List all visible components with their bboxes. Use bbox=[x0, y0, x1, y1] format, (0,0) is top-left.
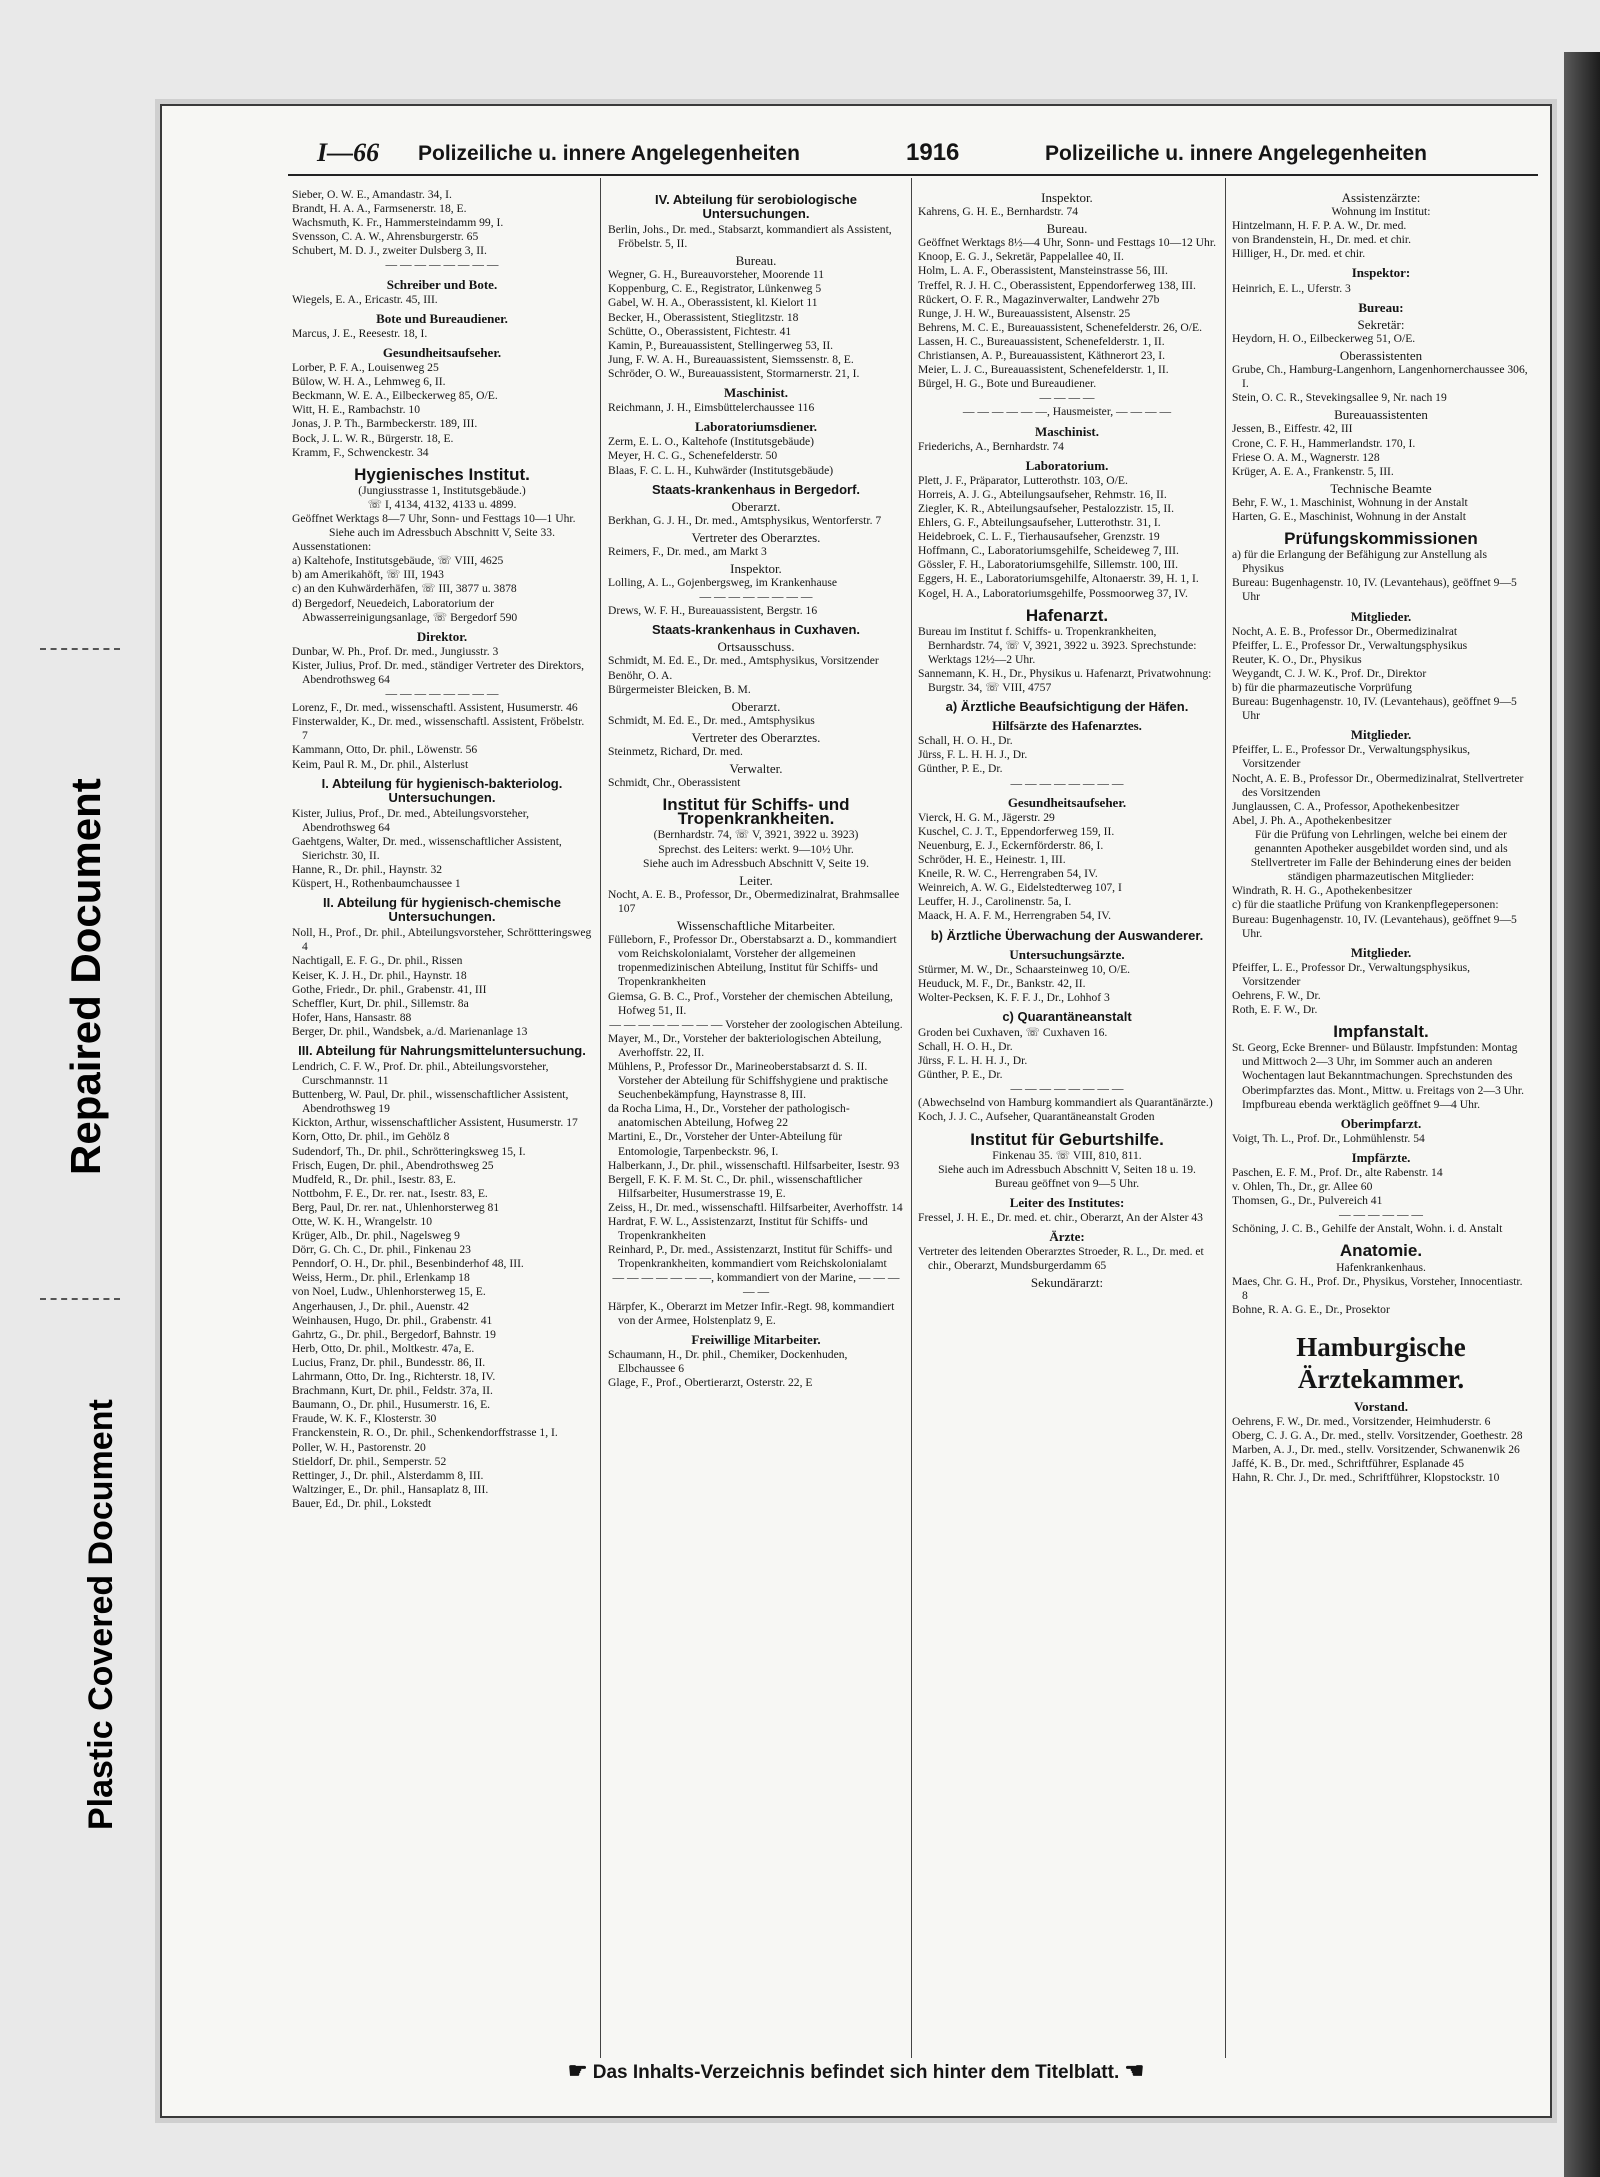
directory-entry: Kister, Julius, Prof. Dr. med., ständiger Vertreter des Direktors, Abendrothsweg 64 bbox=[292, 658, 585, 686]
section-heading: Ärzte: bbox=[1049, 1229, 1085, 1245]
directory-entry: Kister, Julius, Prof., Dr. med., Abteilungsvorsteher, Abendrothsweg 64 bbox=[292, 806, 530, 834]
directory-entry: Sieber, O. W. E., Amandastr. 34, I. bbox=[292, 188, 452, 201]
directory-entry: Stieldorf, Dr. phil., Semperstr. 52 bbox=[292, 1454, 447, 1468]
directory-entry: Bureau: Bugenhagenstr. 10, IV. (Levantehaus), geöffnet 9—5 Uhr bbox=[1232, 695, 1517, 723]
directory-entry: Bureau: Bugenhagenstr. 10, IV. (Levantehaus), geöffnet 9—5 Uhr. bbox=[1232, 912, 1517, 940]
department-heading: II. Abteilung für hygienisch-chemische Untersuchungen. bbox=[323, 895, 561, 925]
directory-entry: Schmidt, Chr., Oberassistent bbox=[608, 776, 741, 790]
directory-entry: Stein, O. C. R., Stevekingsallee 9, Nr. nach 19 bbox=[1232, 391, 1447, 405]
directory-entry: Beckmann, W. E. A., Eilbeckerweg 85, O/E. bbox=[292, 389, 498, 403]
directory-entry: Paschen, E. F. M., Prof. Dr., alte Rabenstr. 14 bbox=[1232, 1166, 1443, 1179]
subsection-heading: Verwalter. bbox=[729, 761, 783, 777]
column-2 bbox=[608, 188, 904, 1390]
directory-entry: Blaas, F. C. L. H., Kuhwärder (Institutsgebäude) bbox=[608, 463, 834, 477]
centered-note: — — — — — — bbox=[1338, 1208, 1424, 1222]
directory-entry: Hintzelmann, H. F. P. A. W., Dr. med. bbox=[1232, 219, 1407, 233]
directory-entry: Abel, J. Ph. A., Apothekenbesitzer bbox=[1232, 813, 1392, 827]
directory-entry: Holm, L. A. F., Oberassistent, Mansteinstrasse 56, III. bbox=[918, 264, 1168, 278]
department-heading: III. Abteilung für Nahrungsmitteluntersuchung. bbox=[298, 1042, 586, 1058]
centered-note: — — — — — —, Hausmeister, — — — — bbox=[962, 405, 1172, 419]
directory-entry: Sannemann, K. H., Dr., Physikus u. Hafenarzt, Privatwohnung: Burgstr. 34, ☏ VIII, 4757 bbox=[918, 667, 1212, 695]
section-heading: Untersuchungsärzte. bbox=[1009, 946, 1125, 962]
institution-title: Impfanstalt. bbox=[1333, 1022, 1429, 1042]
directory-entry: Schubert, M. D. J., zweiter Dulsberg 3, II. bbox=[292, 244, 487, 258]
directory-entry: Schröder, O. W., Bureauassistent, Stormarnerstr. 21, I. bbox=[608, 366, 860, 380]
subsection-heading: Leiter. bbox=[739, 872, 773, 888]
directory-entry: Behrens, M. C. E., Bureauassistent, Schenefelderstr. 26, O/E. bbox=[918, 320, 1202, 334]
centered-note: (Jungiusstrasse 1, Institutsgebäude.) bbox=[358, 483, 526, 497]
directory-entry: Wolter-Pecksen, K. F. F. J., Dr., Lohhof 3 bbox=[918, 990, 1110, 1004]
section-heading: Inspektor: bbox=[1351, 265, 1411, 281]
column-rule bbox=[911, 178, 912, 2058]
centered-note: — — — — — — —, kommandiert von der Marine, — — — — — bbox=[612, 1271, 900, 1299]
directory-entry: Keim, Paul R. M., Dr. phil., Alsterlust bbox=[292, 757, 469, 771]
directory-entry: Grube, Ch., Hamburg-Langenhorn, Langenhornerchaussee 306, I. bbox=[1232, 363, 1528, 391]
cut-mark bbox=[40, 1298, 120, 1300]
directory-entry: Geöffnet Werktags 8½—4 Uhr, Sonn- und Festtags 10—12 Uhr. bbox=[918, 236, 1216, 250]
directory-entry: Junglaussen, C. A., Professor, Apothekenbesitzer bbox=[1232, 799, 1460, 813]
section-heading: Impfärzte. bbox=[1351, 1149, 1411, 1165]
directory-entry: Jonas, J. P. Th., Barmbeckerstr. 189, III. bbox=[292, 417, 478, 431]
directory-entry: Nocht, A. E. B., Professor Dr., Obermedizinalrat, Stellvertreter des Vorsitzenden bbox=[1232, 771, 1524, 799]
centered-note: — — — — — — — — bbox=[699, 590, 813, 604]
directory-entry: Kamin, P., Bureauassistent, Stellingerweg 53, II. bbox=[608, 338, 834, 352]
directory-entry: Voigt, Th. L., Prof. Dr., Lohmühlenstr. 54 bbox=[1232, 1131, 1425, 1145]
directory-entry: Fraude, W. K. F., Klosterstr. 30 bbox=[292, 1412, 437, 1426]
directory-entry: Svensson, C. A. W., Ahrensburgerstr. 65 bbox=[292, 230, 479, 244]
institution-title: Anatomie. bbox=[1339, 1241, 1423, 1261]
directory-entry: Bauer, Ed., Dr. phil., Lokstedt bbox=[292, 1496, 432, 1510]
centered-note: (Bernhardstr. 74, ☏ V, 3921, 3922 u. 3923) bbox=[653, 828, 859, 842]
subsection-heading: Wissenschaftliche Mitarbeiter. bbox=[676, 918, 836, 934]
directory-entry: Hoffmann, C., Laboratoriumsgehilfe, Scheideweg 7, III. bbox=[918, 544, 1179, 558]
directory-entry: Finsterwalder, K., Dr. med., wissenschaftl. Assistent, Fröbelstr. 7 bbox=[292, 715, 585, 743]
directory-entry: Keiser, K. J. H., Dr. phil., Haynstr. 18 bbox=[292, 968, 467, 982]
institution-title: Institut für Schiffs- und Tropenkrankheiten. bbox=[662, 795, 850, 829]
directory-entry: Rückert, O. F. R., Magazinverwalter, Landwehr 27b bbox=[918, 292, 1160, 306]
directory-entry: Jessen, B., Eiffestr. 42, III bbox=[1232, 422, 1353, 436]
directory-entry: Bürgermeister Bleicken, B. M. bbox=[608, 682, 751, 696]
centered-note: Für die Prüfung von Lehrlingen, welche bei einem der genannten Apotheker ausgebildet worden sind, und als Stellvertreter im Falle der Behinderung eines der beiden ständigen pharmazeutischen Mitglieder: bbox=[1250, 827, 1512, 884]
directory-entry: Schmidt, M. Ed. E., Dr. med., Amtsphysikus bbox=[608, 713, 815, 727]
directory-entry: Gaehtgens, Walter, Dr. med., wissenschaftlicher Assistent, Sierichstr. 30, II. bbox=[292, 834, 562, 862]
directory-entry: Bock, J. L. W. R., Bürgerstr. 18, E. bbox=[292, 431, 454, 445]
directory-entry: Leuffer, H. J., Carolinenstr. 5a, I. bbox=[918, 895, 1072, 909]
directory-entry: Küspert, H., Rothenbaumchaussee 1 bbox=[292, 877, 461, 891]
document-page bbox=[160, 104, 1552, 2118]
directory-entry: Christiansen, A. P., Bureauassistent, Käthnerort 23, I. bbox=[918, 349, 1165, 363]
directory-entry: Heidebroek, C. L. F., Tierhausaufseher, Grenzstr. 19 bbox=[918, 530, 1160, 544]
directory-entry: Windrath, R. H. G., Apothekenbesitzer bbox=[1232, 884, 1413, 898]
directory-entry: Eggers, H. E., Laboratoriumsgehilfe, Altonaerstr. 39, H. 1, I. bbox=[918, 572, 1199, 586]
centered-note: — — — — — — — — bbox=[385, 258, 499, 272]
directory-entry: Geöffnet Werktags 8—7 Uhr, Sonn- und Festtags 10—1 Uhr. bbox=[292, 511, 576, 525]
directory-entry: Buttenberg, W. Paul, Dr. phil., wissenschaftlicher Assistent, Abendrothsweg 19 bbox=[292, 1088, 569, 1116]
section-heading: Laboratorium. bbox=[1025, 457, 1109, 473]
subsection-heading: Vertreter des Oberarztes. bbox=[691, 529, 821, 545]
directory-entry: Kramm, F., Schwenckestr. 34 bbox=[292, 445, 429, 459]
pointing-hand-icon: ☛ bbox=[567, 2058, 588, 2083]
directory-entry: Weygandt, C. J. W. K., Prof. Dr., Direktor bbox=[1232, 666, 1427, 680]
directory-entry: Wachsmuth, K. Fr., Hammersteindamm 99, I. bbox=[292, 216, 504, 230]
directory-entry: Franckenstein, R. O., Dr. phil., Schenkendorffstrasse 1, I. bbox=[292, 1426, 558, 1440]
directory-entry: (Abwechselnd von Hamburg kommandiert als Quarantänärzte.) bbox=[918, 1096, 1213, 1110]
section-heading: Bureau: bbox=[1358, 299, 1404, 315]
directory-entry: Angerhausen, J., Dr. phil., Auenstr. 42 bbox=[292, 1299, 470, 1313]
header-rule bbox=[288, 174, 1538, 176]
directory-entry: Zerm, E. L. O., Kaltehofe (Institutsgebäude) bbox=[608, 435, 815, 449]
centered-note: — — — — — — — — bbox=[385, 687, 499, 701]
directory-entry: Martini, E., Dr., Vorsteher der Unter-Abteilung für Entomologie, Tarpenbeckstr. 96, I. bbox=[608, 1130, 843, 1158]
centered-note: Finkenau 35. ☏ VIII, 810, 811. bbox=[992, 1148, 1142, 1162]
directory-entry: Heydorn, H. O., Eilbeckerweg 51, O/E. bbox=[1232, 331, 1416, 345]
directory-entry: Vertreter des leitenden Oberarztes Stroeder, R. L., Dr. med. et chir., Oberarzt, Mundsburgerdamm 65 bbox=[918, 1245, 1204, 1273]
directory-entry: d) Bergedorf, Neuedeich, Laboratorium der Abwasserreinigungsanlage, ☏ Bergedorf 590 bbox=[292, 596, 518, 624]
centered-note: Siehe auch im Adressbuch Abschnitt V, Seite 33. bbox=[329, 526, 555, 540]
directory-entry: Drews, W. F. H., Bureauassistent, Bergstr. 16 bbox=[608, 604, 818, 618]
directory-entry: Aussenstationen: bbox=[292, 540, 372, 554]
directory-entry: Bureau im Institut f. Schiffs- u. Tropenkrankheiten, Bernhardstr. 74, ☏ V, 3921, 3922 u. 3923. Sprechstunde: Werktags 12½—2 Uhr. bbox=[918, 624, 1197, 666]
directory-entry: Kahrens, G. H. E., Bernhardstr. 74 bbox=[918, 205, 1079, 219]
directory-entry: Mühlens, P., Professor Dr., Marineoberstabsarzt d. S. II. Vorsteher der Abteilung für Schiffshygiene und praktische Seuchenbekämpfung, Haynstrasse 8, III. bbox=[608, 1059, 889, 1102]
directory-entry: Plett, J. F., Präparator, Lutterothstr. 103, O/E. bbox=[918, 473, 1128, 487]
directory-entry: Lorber, P. F. A., Louisenweg 25 bbox=[292, 361, 439, 375]
directory-entry: Ziegler, K. R., Abteilungsaufseher, Pestalozzistr. 15, II. bbox=[918, 501, 1175, 515]
cut-mark bbox=[40, 648, 120, 650]
directory-entry: b) für die pharmazeutische Vorprüfung bbox=[1232, 681, 1412, 694]
section-heading: Hilfsärzte des Hafenarztes. bbox=[992, 718, 1142, 734]
directory-entry: Weinhausen, Hugo, Dr. phil., Grabenstr. 41 bbox=[292, 1313, 493, 1327]
department-heading: Staats-krankenhaus in Bergedorf. bbox=[651, 481, 861, 497]
directory-entry: Schaumann, H., Dr. phil., Chemiker, Dockenhuden, Elbchaussee 6 bbox=[608, 1347, 848, 1375]
section-heading: Vorstand. bbox=[1353, 1398, 1409, 1414]
directory-entry: Berkhan, G. J. H., Dr. med., Amtsphysikus, Wentorferstr. 7 bbox=[608, 513, 882, 527]
directory-entry: Harten, G. E., Maschinist, Wohnung in der Anstalt bbox=[1232, 509, 1466, 523]
department-heading: a) Ärztliche Beaufsichtigung der Häfen. bbox=[945, 699, 1189, 715]
directory-entry: Baumann, O., Dr. phil., Husumerstr. 16, E. bbox=[292, 1398, 491, 1412]
directory-entry: Benöhr, O. A. bbox=[608, 668, 673, 682]
directory-entry: Korn, Otto, Dr. phil., im Gehölz 8 bbox=[292, 1130, 450, 1144]
directory-entry: Noll, H., Prof., Dr. phil., Abteilungsvorsteher, Schröttteringsweg 4 bbox=[292, 926, 592, 954]
directory-entry: Schöning, J. C. B., Gehilfe der Anstalt, Wohn. i. d. Anstalt bbox=[1232, 1222, 1503, 1236]
directory-entry: Marcus, J. E., Reesestr. 18, I. bbox=[292, 326, 428, 340]
subsection-heading: Inspektor. bbox=[730, 560, 782, 576]
section-heading: Gesundheitsaufseher. bbox=[382, 344, 502, 360]
directory-entry: Marben, A. J., Dr. med., stellv. Vorsitzender, Schwanenwik 26 bbox=[1232, 1443, 1520, 1457]
directory-entry: Glage, F., Prof., Obertierarzt, Osterstr. 22, E bbox=[608, 1376, 813, 1390]
directory-entry: Jürss, F. L. H. H. J., Dr. bbox=[918, 748, 1028, 762]
directory-entry: Schröder, H. E., Heinestr. 1, III. bbox=[918, 853, 1066, 867]
directory-entry: Pfeiffer, L. E., Professor Dr., Verwaltungsphysikus, Vorsitzender bbox=[1232, 743, 1471, 771]
directory-entry: Hardrat, F. W. L., Assistenzarzt, Institut für Schiffs- und Tropenkrankheiten bbox=[608, 1215, 868, 1243]
column-3 bbox=[918, 188, 1216, 1290]
directory-entry: Jürss, F. L. H. H. J., Dr. bbox=[918, 1054, 1028, 1068]
page-number: I—66 bbox=[317, 138, 380, 167]
directory-entry: Ehlers, G. F., Abteilungsaufseher, Lutterothstr. 31, I. bbox=[918, 516, 1161, 530]
subsection-heading: Ortsausschuss. bbox=[717, 639, 795, 655]
directory-entry: Günther, P. E., Dr. bbox=[918, 762, 1003, 776]
directory-entry: Berlin, Johs., Dr. med., Stabsarzt, kommandiert als Assistent, Fröbelstr. 5, II. bbox=[608, 223, 892, 251]
directory-entry: Härpfer, K., Oberarzt im Metzer Infir.-Regt. 98, kommandiert von der Armee, Holstenplatz 9, E. bbox=[608, 1299, 895, 1327]
directory-entry: Schütte, O., Oberassistent, Fichtestr. 41 bbox=[608, 324, 792, 338]
centered-note: — — — — — — — — bbox=[1010, 1082, 1124, 1096]
centered-note: Sprechst. des Leiters: werkt. 9—10½ Uhr. bbox=[658, 842, 854, 856]
directory-entry: Kuschel, C. J. T., Eppendorferweg 159, II. bbox=[918, 824, 1115, 838]
section-heading: Oberimpfarzt. bbox=[1340, 1115, 1422, 1131]
directory-entry: Kickton, Arthur, wissenschaftlicher Assistent, Husumerstr. 17 bbox=[292, 1116, 578, 1130]
directory-entry: Friederichs, A., Bernhardstr. 74 bbox=[918, 439, 1064, 453]
subsection-heading: Oberarzt. bbox=[731, 498, 781, 514]
subsection-heading: Bureau. bbox=[1046, 221, 1088, 237]
section-heading: Maschinist. bbox=[724, 385, 788, 401]
directory-entry: Thomsen, G., Dr., Pulvereich 41 bbox=[1232, 1194, 1383, 1208]
directory-entry: Heinrich, E. L., Uferstr. 3 bbox=[1232, 281, 1351, 295]
directory-entry: Bohne, R. A. G. E., Dr., Prosektor bbox=[1232, 1302, 1390, 1316]
subsection-heading: Bureau. bbox=[735, 253, 777, 269]
directory-entry: Friese O. A. M., Wagnerstr. 128 bbox=[1232, 450, 1380, 464]
subsection-heading: Oberassistenten bbox=[1339, 347, 1423, 363]
directory-entry: da Rocha Lima, H., Dr., Vorsteher der pathologisch-anatomischen Abteilung, Hofweg 22 bbox=[608, 1102, 850, 1130]
column-1 bbox=[292, 188, 592, 1511]
directory-entry: c) für die staatliche Prüfung von Krankenpflegepersonen: bbox=[1232, 898, 1499, 912]
directory-entry: Herb, Otto, Dr. phil., Moltkestr. 47a, E. bbox=[292, 1341, 475, 1355]
directory-entry: von Brandenstein, H., Dr. med. et chir. bbox=[1232, 233, 1412, 247]
institution-title: Hafenarzt. bbox=[1025, 605, 1109, 625]
directory-entry: Reimers, F., Dr. med., am Markt 3 bbox=[608, 544, 767, 558]
directory-entry: Gahrtz, G., Dr. phil., Bergedorf, Bahnstr. 19 bbox=[292, 1327, 496, 1341]
directory-entry: Günther, P. E., Dr. bbox=[918, 1068, 1003, 1082]
directory-entry: Kogel, H. A., Laboratoriumsgehilfe, Possmoorweg 37, IV. bbox=[918, 586, 1188, 600]
directory-entry: Dörr, G. Ch. C., Dr. phil., Finkenau 23 bbox=[292, 1243, 471, 1257]
directory-entry: Halberkann, J., Dr. phil., wissenschaftl. Hilfsarbeiter, Isestr. 93 bbox=[608, 1158, 900, 1172]
directory-entry: Nachtigall, E. F. G., Dr. phil., Rissen bbox=[292, 954, 463, 968]
directory-entry: Jung, F. W. A. H., Bureauassistent, Siemssenstr. 8, E. bbox=[608, 352, 854, 366]
directory-entry: Koch, J. J. C., Aufseher, Quarantäneanstalt Groden bbox=[918, 1110, 1155, 1124]
directory-entry: Rettinger, J., Dr. phil., Alsterdamm 8, III. bbox=[292, 1468, 484, 1482]
directory-entry: St. Georg, Ecke Brenner- und Bülaustr. Impfstunden: Montag und Mittwoch 2—3 Uhr, im Sommer auch an anderen Wochentagen laut Bekanntmachungen. Sprechstunden des Oberimpfarztes das. Mont., Mittw. u. Freitags von 2—3 Uhr. Impfbureau ebenda werktäglich geöffnet 9—4 Uhr. bbox=[1232, 1041, 1524, 1111]
directory-entry: Giemsa, G. B. C., Prof., Vorsteher der chemischen Abteilung, Hofweg 51, II. bbox=[608, 989, 893, 1017]
centered-note: — — — — — — — — Vorsteher der zoologischen Abteilung. bbox=[609, 1017, 903, 1031]
centered-note: — — — — bbox=[1039, 391, 1095, 405]
section-heading: Mitglieder. bbox=[1350, 944, 1412, 960]
directory-entry: Schmidt, M. Ed. E., Dr. med., Amtsphysikus, Vorsitzender bbox=[608, 654, 879, 668]
centered-note: ☏ I, 4134, 4132, 4133 u. 4899. bbox=[367, 497, 517, 511]
directory-entry: Otte, W. K. H., Wrangelstr. 10 bbox=[292, 1215, 433, 1228]
scanner-edge bbox=[1564, 52, 1600, 2177]
directory-entry: Fressel, J. H. E., Dr. med. et. chir., Oberarzt, An der Alster 43 bbox=[918, 1211, 1203, 1224]
directory-entry: a) Kaltehofe, Institutsgebäude, ☏ VIII, 4625 bbox=[292, 554, 504, 568]
section-heading: Direktor. bbox=[416, 628, 468, 644]
directory-entry: Mudfeld, R., Dr. phil., Isestr. 83, E. bbox=[292, 1172, 456, 1186]
centered-note: — — — — — — — — bbox=[1010, 776, 1124, 790]
directory-entry: Krüger, A. E. A., Frankenstr. 5, III. bbox=[1232, 464, 1394, 478]
centered-note: Siehe auch im Adressbuch Abschnitt V, Seite 19. bbox=[643, 856, 869, 870]
directory-entry: von Noel, Ludw., Uhlenhorsterweg 15, E. bbox=[292, 1285, 486, 1299]
directory-entry: Roth, E. F. W., Dr. bbox=[1232, 1003, 1318, 1017]
directory-entry: Dunbar, W. Ph., Prof. Dr. med., Jungiusstr. 3 bbox=[292, 644, 499, 658]
header-left-title: Polizeiliche u. innere Angelegenheiten bbox=[418, 142, 800, 165]
directory-entry: Lucius, Franz, Dr. phil., Bundesstr. 86, II. bbox=[292, 1355, 486, 1369]
directory-entry: Weiss, Herm., Dr. phil., Erlenkamp 18 bbox=[292, 1271, 470, 1285]
institution-title: Prüfungskommissionen bbox=[1284, 529, 1478, 549]
header-right-title: Polizeiliche u. innere Angelegenheiten bbox=[1045, 142, 1427, 165]
directory-entry: Koppenburg, C. E., Registrator, Lünkenweg 5 bbox=[608, 282, 822, 296]
subsection-heading: Oberarzt. bbox=[731, 698, 781, 714]
institution-title: Hygienisches Institut. bbox=[354, 464, 530, 484]
section-heading: Freiwillige Mitarbeiter. bbox=[691, 1331, 821, 1347]
directory-entry: Knoop, E. G. J., Sekretär, Pappelallee 40, II. bbox=[918, 250, 1124, 264]
directory-entry: Jaffé, K. B., Dr. med., Schriftführer, Esplanade 45 bbox=[1232, 1457, 1465, 1471]
directory-entry: Nocht, A. E. B., Professor, Dr., Obermedizinalrat, Brahmsallee 107 bbox=[608, 887, 900, 915]
directory-entry: Gothe, Friedr., Dr. phil., Grabenstr. 41, III bbox=[292, 982, 487, 996]
directory-entry: Oberg, C. J. G. A., Dr. med., stellv. Vorsitzender, Goethestr. 28 bbox=[1232, 1429, 1523, 1443]
column-rule bbox=[1225, 178, 1226, 2058]
subsection-heading: Inspektor. bbox=[1041, 190, 1093, 205]
directory-entry: Scheffler, Kurt, Dr. phil., Sillemstr. 8a bbox=[292, 996, 469, 1010]
directory-entry: Kneile, R. W. C., Herrengraben 54, IV. bbox=[918, 867, 1098, 881]
institution-title: Institut für Geburtshilfe. bbox=[970, 1129, 1164, 1149]
directory-entry: a) für die Erlangung der Befähigung zur Anstellung als Physikus bbox=[1232, 548, 1487, 576]
directory-entry: Becker, H., Oberassistent, Stieglitzstr. 18 bbox=[608, 310, 799, 324]
directory-entry: Lolling, A. L., Gojenbergsweg, im Krankenhause bbox=[608, 576, 838, 590]
header-year: 1916 bbox=[906, 139, 960, 166]
section-heading: Gesundheitsaufseher. bbox=[1007, 794, 1127, 810]
subsection-heading: Sekretär: bbox=[1357, 316, 1405, 332]
directory-entry: Waltzinger, E., Dr. phil., Hansaplatz 8, III. bbox=[292, 1482, 489, 1496]
directory-entry: Lorenz, F., Dr. med., wissenschaftl. Assistent, Husumerstr. 46 bbox=[292, 701, 578, 715]
directory-entry: Bülow, W. H. A., Lehmweg 6, II. bbox=[292, 375, 446, 389]
footer-text: Das Inhalts-Verzeichnis befindet sich hinter dem Titelblatt. bbox=[592, 2062, 1120, 2083]
column-rule bbox=[600, 178, 601, 2058]
directory-entry: Steinmetz, Richard, Dr. med. bbox=[608, 745, 743, 758]
directory-entry: Bergell, F. K. F. M. St. C., Dr. phil., wissenschaftlicher Hilfsarbeiter, Husumerstrasse 19, E. bbox=[608, 1172, 863, 1200]
directory-entry: Groden bei Cuxhaven, ☏ Cuxhaven 16. bbox=[918, 1025, 1108, 1039]
directory-entry: v. Ohlen, Th., Dr., gr. Allee 60 bbox=[1232, 1180, 1373, 1194]
directory-entry: Stürmer, M. W., Dr., Schaarsteinweg 10, O/E. bbox=[918, 962, 1131, 976]
section-heading: Bote und Bureaudiener. bbox=[376, 310, 508, 326]
directory-entry: Brandt, H. A. A., Farmsenerstr. 18, E. bbox=[292, 202, 467, 216]
subsection-heading: Assistenzärzte: bbox=[1341, 190, 1421, 205]
repaired-document-label: Repaired Document bbox=[62, 778, 109, 1175]
centered-note: Hafenkrankenhaus. bbox=[1336, 1260, 1426, 1274]
department-heading: I. Abteilung für hygienisch-bakteriolog. Untersuchungen. bbox=[321, 775, 563, 805]
directory-entry: Berger, Dr. phil., Wandsbek, a./d. Marienanlage 13 bbox=[292, 1024, 528, 1038]
directory-entry: Oehrens, F. W., Dr. med., Vorsitzender, Heimhuderstr. 6 bbox=[1232, 1415, 1491, 1429]
directory-entry: Treffel, R. J. H. C., Oberassistent, Eppendorferweg 138, III. bbox=[918, 278, 1196, 292]
directory-entry: Fülleborn, F., Professor Dr., Oberstabsarzt a. D., kommandiert vom Reichskolonialamt, Vorsteher der allgemeinen tropenmedizinischen Abteilung, Institut für Schiffs- und Tropenkrankheiten bbox=[608, 933, 897, 989]
directory-entry: Oehrens, F. W., Dr. bbox=[1232, 988, 1321, 1002]
centered-note: Siehe auch im Adressbuch Abschnitt V, Seiten 18 u. 19. bbox=[938, 1162, 1196, 1176]
directory-entry: Hofer, Hans, Hansastr. 88 bbox=[292, 1010, 412, 1024]
subsection-heading: Sekundärarzt: bbox=[1030, 1275, 1104, 1291]
section-heading: Leiter des Institutes: bbox=[1009, 1194, 1125, 1210]
directory-entry: Maes, Chr. G. H., Prof. Dr., Physikus, Vorsteher, Innocentiastr. 8 bbox=[1232, 1274, 1523, 1302]
directory-entry: Wiegels, E. A., Ericastr. 45, III. bbox=[292, 292, 438, 306]
directory-entry: Crone, C. F. H., Hammerlandstr. 170, I. bbox=[1232, 436, 1416, 450]
directory-entry: Neuenburg, E. J., Eckernförderstr. 86, I. bbox=[918, 838, 1104, 852]
directory-entry: Bürgel, H. G., Bote und Bureaudiener. bbox=[918, 377, 1097, 391]
directory-entry: Gabel, W. H. A., Oberassistent, kl. Kielort 11 bbox=[608, 296, 818, 310]
directory-entry: Lassen, H. C., Bureauassistent, Schenefelderstr. 1, II. bbox=[918, 334, 1165, 348]
directory-entry: Frisch, Eugen, Dr. phil., Abendrothsweg 25 bbox=[292, 1158, 494, 1172]
directory-entry: Schall, H. O. H., Dr. bbox=[918, 734, 1013, 748]
directory-entry: Meier, L. J. C., Bureauassistent, Schenefelderstr. 1, II. bbox=[918, 363, 1169, 377]
directory-entry: Nottbohm, F. E., Dr. rer. nat., Isestr. 83, E. bbox=[292, 1186, 488, 1200]
directory-entry: Behr, F. W., 1. Maschinist, Wohnung in der Anstalt bbox=[1232, 495, 1468, 509]
directory-entry: Poller, W. H., Pastorenstr. 20 bbox=[292, 1440, 426, 1454]
directory-entry: Sudendorf, Th., Dr. phil., Schrötteringksweg 15, I. bbox=[292, 1144, 526, 1158]
directory-entry: Hilliger, H., Dr. med. et chir. bbox=[1232, 247, 1366, 261]
directory-entry: Mayer, M., Dr., Vorsteher der bakteriologischen Abteilung, Averhoffstr. 22, II. bbox=[608, 1031, 882, 1059]
directory-entry: Hanne, R., Dr. phil., Haynstr. 32 bbox=[292, 863, 443, 877]
section-heading: Mitglieder. bbox=[1350, 727, 1412, 743]
directory-entry: Reichmann, J. H., Eimsbüttelerchaussee 116 bbox=[608, 401, 815, 415]
directory-entry: Zeiss, H., Dr. med., wissenschaftl. Hilfsarbeiter, Averhoffstr. 14 bbox=[608, 1200, 903, 1214]
chamber-title: Hamburgische Ärztekammer. bbox=[1296, 1331, 1466, 1394]
directory-entry: Pfeiffer, L. E., Professor Dr., Verwaltungsphysikus, Vorsitzender bbox=[1232, 960, 1471, 988]
directory-entry: Hahn, R. Chr. J., Dr. med., Schriftführer, Klopstockstr. 10 bbox=[1232, 1471, 1500, 1485]
directory-entry: Bureau: Bugenhagenstr. 10, IV. (Levantehaus), geöffnet 9—5 Uhr bbox=[1232, 576, 1517, 604]
directory-entry: Krüger, Alb., Dr. phil., Nagelsweg 9 bbox=[292, 1229, 460, 1243]
subsection-heading: Vertreter des Oberarztes. bbox=[691, 729, 821, 745]
directory-entry: Reuter, K. O., Dr., Physikus bbox=[1232, 652, 1362, 666]
directory-entry: Meyer, H. C. G., Schenefelderstr. 50 bbox=[608, 449, 778, 463]
page-footer bbox=[162, 2058, 1550, 2084]
directory-entry: Kammann, Otto, Dr. phil., Löwenstr. 56 bbox=[292, 743, 478, 757]
directory-entry: Nocht, A. E. B., Professor Dr., Obermedizinalrat bbox=[1232, 624, 1458, 638]
directory-entry: Vierck, H. G. M., Jägerstr. 29 bbox=[918, 810, 1055, 824]
section-heading: Maschinist. bbox=[1035, 423, 1099, 439]
department-heading: c) Quarantäneanstalt bbox=[1002, 1008, 1132, 1024]
department-heading: IV. Abteilung für serobiologische Untersuchungen. bbox=[654, 192, 857, 221]
centered-note: Bureau geöffnet von 9—5 Uhr. bbox=[994, 1176, 1140, 1190]
directory-entry: b) am Amerikahöft, ☏ III, 1943 bbox=[292, 568, 444, 582]
directory-entry: Pfeiffer, L. E., Professor Dr., Verwaltungsphysikus bbox=[1232, 638, 1468, 652]
department-heading: Staats-krankenhaus in Cuxhaven. bbox=[651, 622, 861, 638]
directory-entry: Schall, H. O. H., Dr. bbox=[918, 1039, 1013, 1053]
directory-entry: Gössler, F. H., Laboratoriumsgehilfe, Sillemstr. 100, III. bbox=[918, 558, 1179, 572]
directory-entry: Horreis, A. J. G., Abteilungsaufseher, Rehmstr. 16, II. bbox=[918, 487, 1167, 501]
directory-entry: Lahrmann, Otto, Dr. Ing., Richterstr. 18, IV. bbox=[292, 1370, 496, 1384]
directory-entry: c) an den Kuhwärderhäfen, ☏ III, 3877 u. 3878 bbox=[292, 582, 517, 596]
section-heading: Schreiber und Bote. bbox=[386, 276, 498, 292]
directory-entry: Heuduck, M. F., Dr., Bankstr. 42, II. bbox=[918, 976, 1086, 990]
centered-note: Wohnung im Institut: bbox=[1331, 205, 1431, 219]
page-header bbox=[162, 136, 1550, 172]
directory-entry: Runge, J. H. W., Bureauassistent, Alsenstr. 25 bbox=[918, 306, 1131, 320]
directory-entry: Brachmann, Kurt, Dr. phil., Feldstr. 37a, II. bbox=[292, 1384, 493, 1398]
department-heading: b) Ärztliche Überwachung der Auswanderer. bbox=[930, 927, 1204, 943]
column-4 bbox=[1232, 188, 1530, 1486]
directory-entry: Lendrich, C. F. W., Prof. Dr. phil., Abteilungsvorsteher, Curschmannstr. 11 bbox=[292, 1059, 549, 1088]
directory-entry: Witt, H. E., Rambachstr. 10 bbox=[292, 403, 421, 417]
section-heading: Laboratoriumsdiener. bbox=[695, 419, 817, 435]
subsection-heading: Bureauassistenten bbox=[1334, 407, 1428, 423]
pointing-hand-icon: ☚ bbox=[1124, 2058, 1145, 2083]
subsection-heading: Technische Beamte bbox=[1330, 480, 1432, 496]
directory-entry: Weinreich, A. W. G., Eidelstedterweg 107, I bbox=[918, 881, 1122, 895]
directory-entry: Wegner, G. H., Bureauvorsteher, Moorende 11 bbox=[608, 268, 824, 282]
directory-entry: Reinhard, P., Dr. med., Assistenzarzt, Institut für Schiffs- und Tropenkrankheiten, kommandiert vom Reichskolonialamt bbox=[608, 1243, 893, 1271]
directory-entry: Penndorf, O. H., Dr. phil., Besenbinderhof 48, III. bbox=[292, 1257, 524, 1271]
section-heading: Mitglieder. bbox=[1350, 608, 1412, 624]
plastic-covered-label: Plastic Covered Document bbox=[82, 1399, 120, 1830]
directory-entry: Maack, H. A. F. M., Herrengraben 54, IV. bbox=[918, 909, 1112, 923]
directory-entry: Berg, Paul, Dr. rer. nat., Uhlenhorsterweg 81 bbox=[292, 1200, 500, 1214]
